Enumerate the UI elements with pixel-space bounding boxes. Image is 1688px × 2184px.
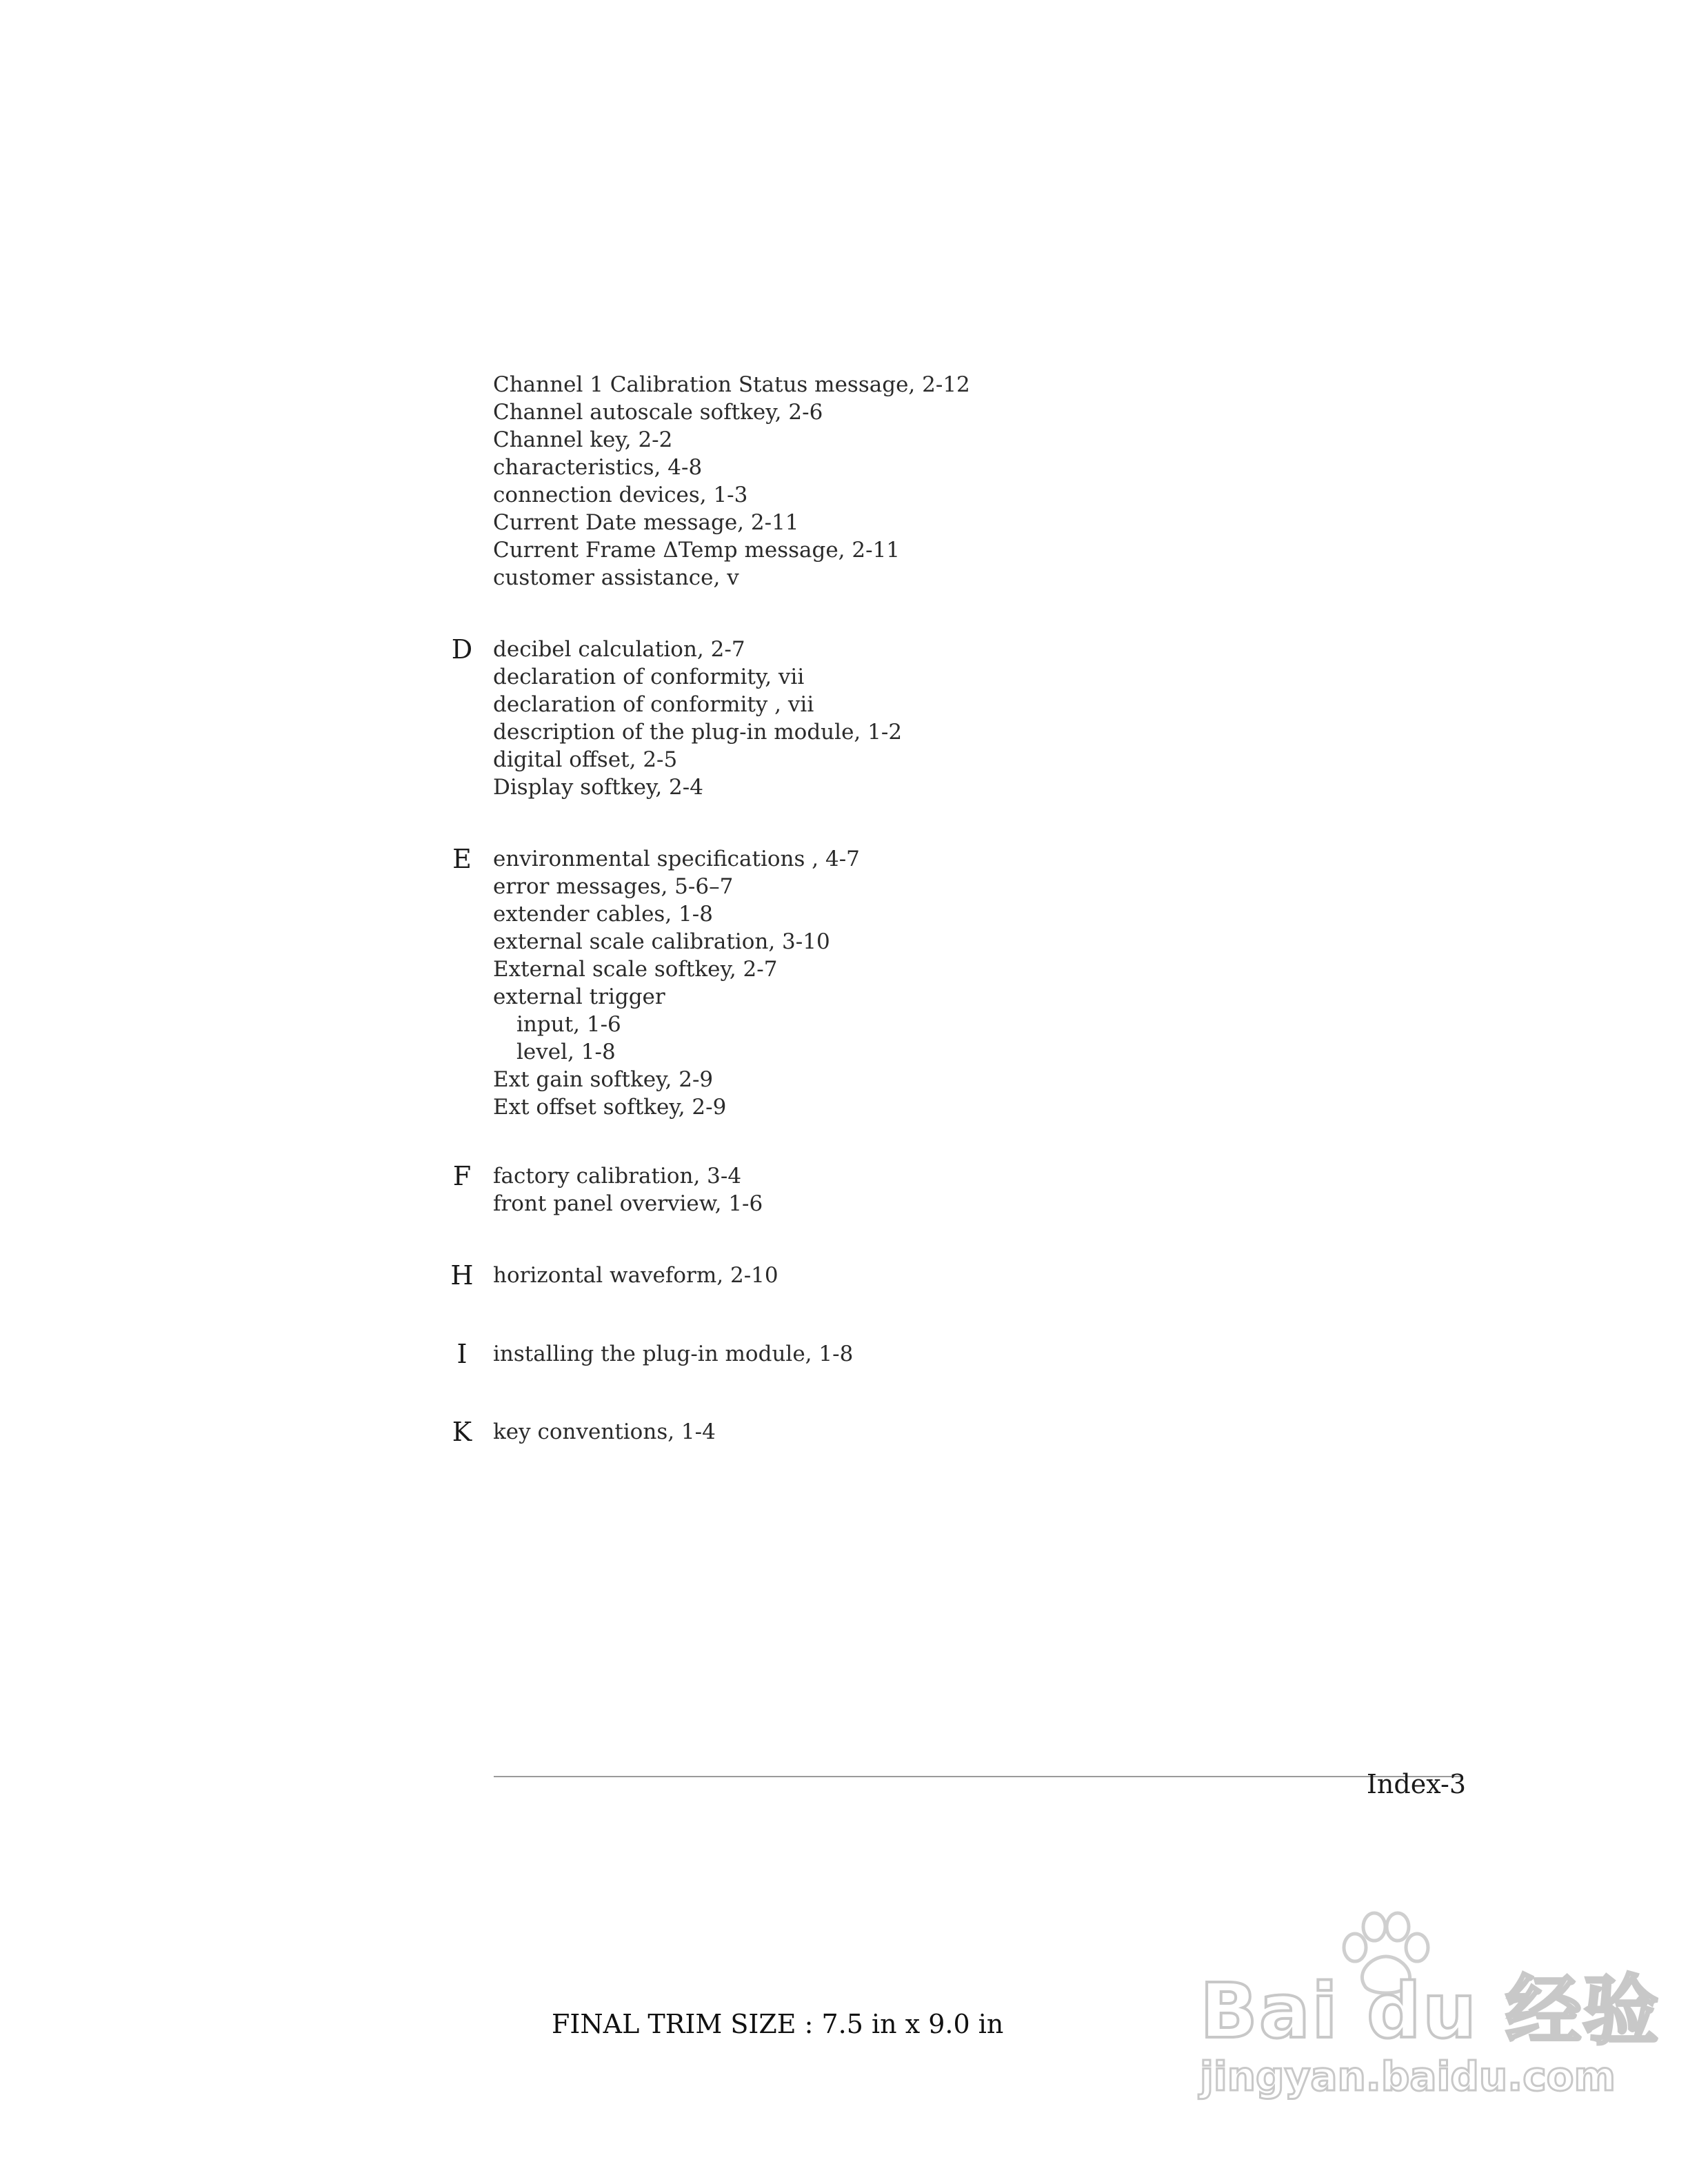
index-entry-list (493, 845, 860, 1121)
index-section-letter: F (452, 1161, 472, 1191)
watermark-brand: Bai du 经验 (1200, 1967, 1660, 2055)
index-entry-list (493, 1340, 853, 1368)
index-entry: factory calibration, 3-4 (493, 1164, 742, 1189)
index-entry: front panel overview, 1-6 (493, 1191, 763, 1216)
baidu-watermark (1186, 1910, 1660, 2116)
index-entry: Channel key, 2-2 (493, 427, 673, 452)
index-entry: description of the plug-in module, 1-2 (493, 720, 903, 745)
index-entry: Ext gain softkey, 2-9 (493, 1067, 714, 1092)
index-entry-list (493, 636, 902, 801)
trim-size-note: FINAL TRIM SIZE : 7.5 in x 9.0 in (552, 2009, 1004, 2039)
index-entry-list (493, 1418, 716, 1446)
index-entry: horizontal waveform, 2-10 (493, 1263, 778, 1288)
index-entry: connection devices, 1-3 (493, 483, 748, 507)
index-entry: Channel 1 Calibration Status message, 2-12 (493, 372, 970, 397)
index-entry-list (493, 371, 970, 592)
index-entry: Current Date message, 2-11 (493, 510, 799, 535)
index-section-letter: D (451, 634, 473, 665)
index-subentry: level, 1-8 (516, 1040, 616, 1064)
index-section-letter: H (450, 1260, 474, 1291)
index-section-letter: E (452, 844, 472, 874)
index-entry: Current Frame ΔTemp message, 2-11 (493, 538, 901, 563)
page-number: Index-3 (1366, 1769, 1466, 1799)
index-entry: Display softkey, 2-4 (493, 775, 703, 800)
index-entry: characteristics, 4-8 (493, 455, 703, 480)
index-entry: installing the plug-in module, 1-8 (493, 1342, 854, 1366)
index-entry-list (493, 1262, 778, 1289)
index-entry: external scale calibration, 3-10 (493, 929, 830, 954)
index-entry: extender cables, 1-8 (493, 902, 713, 927)
index-entry: decibel calculation, 2-7 (493, 637, 745, 662)
index-entry: external trigger (493, 984, 665, 1009)
footer-divider (494, 1776, 1463, 1777)
index-subentry: input, 1-6 (516, 1012, 621, 1037)
index-entry: key conventions, 1-4 (493, 1419, 716, 1444)
index-entry: error messages, 5-6–7 (493, 874, 734, 899)
index-entry: External scale softkey, 2-7 (493, 957, 778, 982)
index-entry: customer assistance, v (493, 565, 739, 590)
index-entry: Channel autoscale softkey, 2-6 (493, 400, 823, 425)
index-entry-list (493, 1162, 763, 1217)
index-entry: Ext offset softkey, 2-9 (493, 1095, 727, 1120)
index-entry: declaration of conformity, vii (493, 665, 805, 689)
index-section-letter: K (452, 1417, 472, 1447)
index-entry: digital offset, 2-5 (493, 747, 678, 772)
watermark-url: jingyan.baidu.com (1200, 2053, 1616, 2100)
index-entry: environmental specifications , 4-7 (493, 847, 860, 871)
index-section-letter: I (456, 1339, 468, 1369)
index-entry: declaration of conformity , vii (493, 692, 814, 717)
